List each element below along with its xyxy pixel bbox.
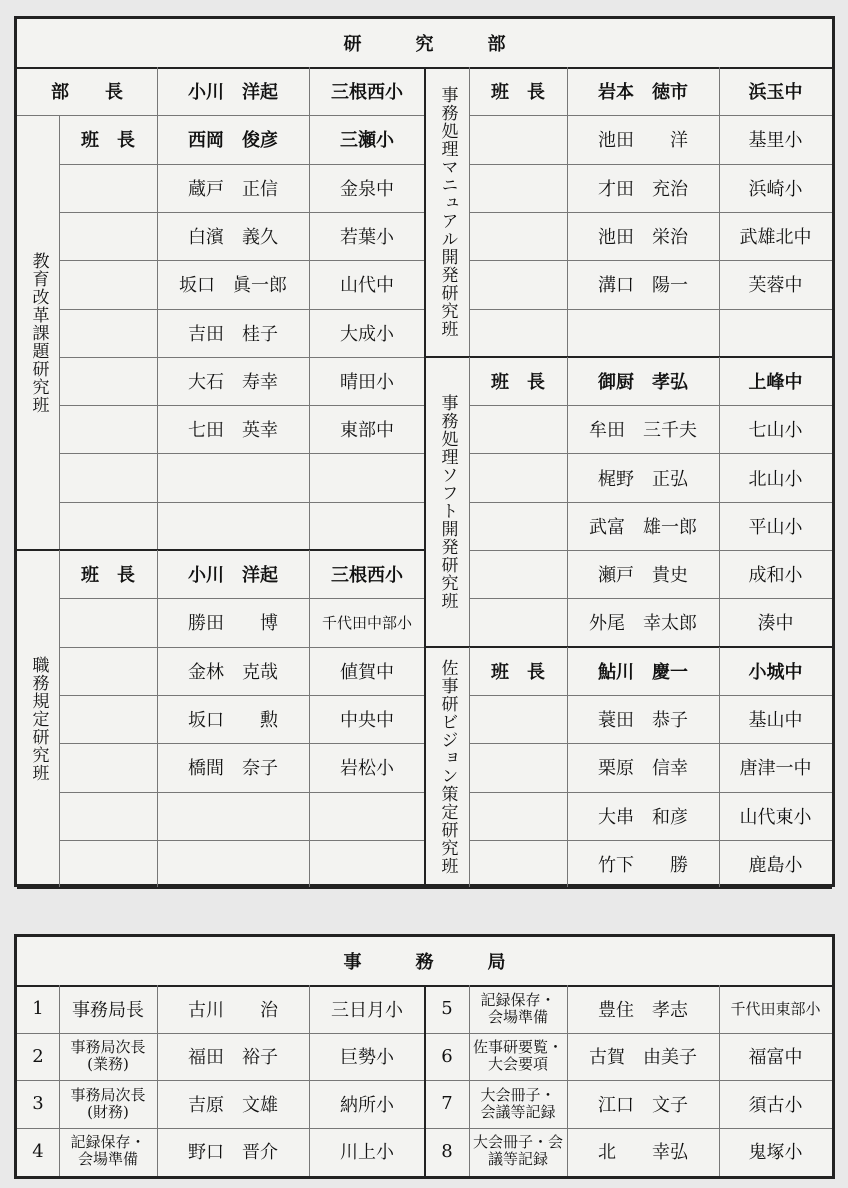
row-name: 白濱 義久 xyxy=(188,227,278,249)
sec-name: 古川 治 xyxy=(188,999,278,1021)
sec-no: 6 xyxy=(441,1045,453,1067)
row-name: 蓑田 恭子 xyxy=(598,710,688,732)
sec-school: 巨勢小 xyxy=(340,1047,394,1069)
row-school xyxy=(309,453,425,501)
row-school: 三根西小 xyxy=(331,565,403,587)
sec-no: 3 xyxy=(32,1093,44,1115)
row-role xyxy=(59,792,157,840)
row-role: 班 長 xyxy=(81,565,135,587)
grid-line xyxy=(469,598,832,599)
grid-line xyxy=(469,840,832,841)
row-name: 池田 栄治 xyxy=(598,227,688,249)
grid-line xyxy=(59,502,425,503)
grid-line xyxy=(59,260,425,261)
row-name: 竹下 勝 xyxy=(598,854,688,876)
row-name: 坂口 眞一郎 xyxy=(179,275,287,297)
grid-line xyxy=(567,357,568,647)
row-name: 御厨 孝弘 xyxy=(598,371,688,393)
row-school xyxy=(309,502,425,550)
grid-line xyxy=(309,115,310,550)
row-school: 北山小 xyxy=(748,468,803,490)
row-role xyxy=(59,164,157,212)
row-name: 才田 充治 xyxy=(598,178,688,200)
row-name: 池田 洋 xyxy=(598,130,688,152)
grid-line xyxy=(59,840,425,841)
row-school: 鹿島小 xyxy=(748,854,803,876)
grid-line xyxy=(59,598,425,599)
grid-line xyxy=(424,67,426,884)
row-school: 値賀中 xyxy=(340,661,394,683)
grid-line xyxy=(425,1033,832,1034)
row-role xyxy=(469,550,567,598)
sec-no: 2 xyxy=(32,1045,44,1067)
grid-line xyxy=(157,115,158,550)
grid-line xyxy=(59,309,425,310)
row-role xyxy=(469,309,567,357)
sec-role: 記録保存・ 会場準備 xyxy=(480,990,556,1026)
row-school xyxy=(309,840,425,888)
grid-line xyxy=(17,1033,425,1034)
row-name: 栗原 信幸 xyxy=(598,758,688,780)
sec-role: 事務局次長 (財務) xyxy=(70,1085,146,1121)
row-school: 小城中 xyxy=(748,661,803,683)
row-school: 湊中 xyxy=(757,613,794,635)
row-school: 若葉小 xyxy=(340,227,394,249)
row-role: 班 長 xyxy=(81,130,135,152)
grid-line xyxy=(719,357,720,647)
sec-name: 吉原 文雄 xyxy=(188,1094,278,1116)
sec-role: 事務局次長 (業務) xyxy=(70,1038,146,1074)
row-school: 晴田小 xyxy=(340,371,394,393)
sec-name: 北 幸弘 xyxy=(598,1142,688,1164)
row-role xyxy=(59,502,157,550)
grid-line xyxy=(469,743,832,744)
row-name: 大石 寿幸 xyxy=(188,371,278,393)
row-name: 鮎川 慶一 xyxy=(598,661,688,683)
row-name: 七田 英幸 xyxy=(188,420,278,442)
sec-role: 大会冊子・会 議等記録 xyxy=(472,1133,563,1169)
sec-name: 江口 文子 xyxy=(598,1094,688,1116)
grid-line xyxy=(469,357,470,647)
row-name: 大串 和彦 xyxy=(598,806,688,828)
row-role xyxy=(469,164,567,212)
head-role: 部 長 xyxy=(51,82,123,104)
group_b-label: 職務規定研究班 xyxy=(28,656,49,783)
grid-line xyxy=(469,212,832,213)
grid-line xyxy=(59,164,425,165)
grid-line xyxy=(719,67,720,357)
row-name: 小川 洋起 xyxy=(188,565,278,587)
row-role xyxy=(469,840,567,888)
row-role xyxy=(59,840,157,888)
row-name: 蔵戸 正信 xyxy=(188,178,278,200)
row-school: 芙蓉中 xyxy=(748,275,803,297)
row-school: 中央中 xyxy=(340,710,394,732)
grid-line xyxy=(59,985,60,1176)
sec-no: 7 xyxy=(441,1093,453,1115)
row-role xyxy=(469,743,567,791)
row-school: 東部中 xyxy=(340,420,394,442)
group_e-label: 佐事研ビジョン策定研究班 xyxy=(437,659,458,876)
grid-line xyxy=(424,985,426,1176)
row-role xyxy=(59,405,157,453)
row-name: 西岡 俊彦 xyxy=(188,130,278,152)
grid-line xyxy=(567,67,568,357)
grid-line xyxy=(309,985,310,1176)
sec-school: 福富中 xyxy=(748,1047,803,1069)
row-name: 外尾 幸太郎 xyxy=(589,613,697,635)
grid-line xyxy=(59,647,425,648)
grid-line xyxy=(309,67,310,115)
sec-school: 三日月小 xyxy=(331,999,403,1021)
sec-name: 野口 晋介 xyxy=(188,1142,278,1164)
grid-line xyxy=(469,502,832,503)
sec-school: 川上小 xyxy=(340,1142,394,1164)
grid-line xyxy=(59,792,425,793)
grid-line xyxy=(469,309,832,310)
grid-line xyxy=(469,985,470,1176)
grid-line xyxy=(309,550,310,888)
secretariat-title: 事 務 局 xyxy=(343,952,506,973)
row-role: 班 長 xyxy=(491,82,545,104)
grid-line xyxy=(59,695,425,696)
sec-role: 大会冊子・ 会議等記録 xyxy=(480,1085,556,1121)
row-school: 三瀬小 xyxy=(340,130,394,152)
sec-no: 1 xyxy=(32,998,44,1020)
sec-school: 鬼塚小 xyxy=(748,1142,803,1164)
row-school: 基山中 xyxy=(748,710,803,732)
research-table xyxy=(14,16,835,887)
row-name: 武富 雄一郎 xyxy=(589,516,697,538)
row-school: 浜崎小 xyxy=(748,178,803,200)
grid-line xyxy=(59,115,60,550)
row-school: 大成小 xyxy=(340,323,394,345)
head-school: 三根西小 xyxy=(331,82,403,104)
grid-line xyxy=(59,357,425,358)
row-role xyxy=(469,115,567,163)
sec-school: 千代田東部小 xyxy=(730,1000,821,1019)
row-role xyxy=(59,260,157,308)
row-name: 勝田 博 xyxy=(188,613,278,635)
grid-line xyxy=(567,985,568,1176)
row-role xyxy=(59,647,157,695)
row-role xyxy=(469,598,567,646)
row-role: 班 長 xyxy=(491,661,545,683)
group_c-label: 事務処理マニュアル開発研究班 xyxy=(437,85,458,338)
row-role xyxy=(469,212,567,260)
sec-role: 事務局長 xyxy=(72,999,144,1021)
row-role xyxy=(469,695,567,743)
sec-role: 記録保存・ 会場準備 xyxy=(70,1133,146,1169)
row-role xyxy=(59,212,157,260)
row-name xyxy=(157,502,309,550)
row-school: 七山小 xyxy=(748,420,803,442)
row-school: 山代東小 xyxy=(739,806,812,828)
row-role xyxy=(59,598,157,646)
row-role xyxy=(469,453,567,501)
row-role xyxy=(469,792,567,840)
row-name: 金林 克哉 xyxy=(188,661,278,683)
row-name xyxy=(157,453,309,501)
row-name: 吉田 桂子 xyxy=(188,323,278,345)
research-title: 研 究 部 xyxy=(343,34,506,55)
row-role xyxy=(59,357,157,405)
grid-line xyxy=(157,67,158,115)
grid-line xyxy=(469,67,470,357)
row-name xyxy=(157,840,309,888)
grid-line xyxy=(59,453,425,454)
row-role xyxy=(469,405,567,453)
grid-line xyxy=(469,695,832,696)
grid-line xyxy=(567,647,568,889)
grid-line xyxy=(425,1080,832,1081)
row-name: 坂口 勲 xyxy=(188,710,278,732)
grid-line xyxy=(469,792,832,793)
head-name: 小川 洋起 xyxy=(188,82,278,104)
sec-no: 8 xyxy=(441,1140,453,1162)
row-school xyxy=(719,309,832,357)
row-name: 牟田 三千夫 xyxy=(589,420,697,442)
grid-line xyxy=(59,550,60,888)
row-school: 基里小 xyxy=(748,130,803,152)
sec-name: 古賀 由美子 xyxy=(589,1047,697,1069)
row-school: 岩松小 xyxy=(340,758,394,780)
row-name xyxy=(157,792,309,840)
row-role: 班 長 xyxy=(491,371,545,393)
grid-line xyxy=(469,647,470,889)
row-school: 成和小 xyxy=(748,565,803,587)
row-school: 千代田中部小 xyxy=(321,613,412,632)
row-role xyxy=(59,743,157,791)
row-school: 平山小 xyxy=(748,516,803,538)
row-role xyxy=(59,453,157,501)
group_d-label: 事務処理ソフト開発研究班 xyxy=(437,393,458,610)
row-role xyxy=(469,260,567,308)
grid-line xyxy=(469,115,832,116)
grid-line xyxy=(425,1128,832,1129)
sec-name: 福田 裕子 xyxy=(188,1047,278,1069)
grid-line xyxy=(425,887,832,889)
grid-line xyxy=(157,550,158,888)
row-name: 瀬戸 貴史 xyxy=(598,565,688,587)
sec-name: 豊住 孝志 xyxy=(598,999,688,1021)
grid-line xyxy=(17,887,425,889)
row-name: 橋間 奈子 xyxy=(188,758,278,780)
sec-school: 須古小 xyxy=(748,1094,803,1116)
row-role xyxy=(59,309,157,357)
grid-line xyxy=(157,985,158,1176)
grid-line xyxy=(17,1128,425,1129)
sec-no: 5 xyxy=(441,998,453,1020)
grid-line xyxy=(469,260,832,261)
sec-school: 納所小 xyxy=(340,1094,394,1116)
row-role xyxy=(469,502,567,550)
grid-line xyxy=(719,647,720,889)
group_a-label: 教育改革課題研究班 xyxy=(28,251,49,414)
row-name xyxy=(567,309,719,357)
row-school xyxy=(309,792,425,840)
row-school: 唐津一中 xyxy=(739,758,812,780)
row-school: 山代中 xyxy=(340,275,394,297)
row-role xyxy=(59,695,157,743)
grid-line xyxy=(59,743,425,744)
secretariat-table xyxy=(14,934,835,1179)
row-name: 溝口 陽一 xyxy=(598,275,688,297)
grid-line xyxy=(719,985,720,1176)
row-school: 上峰中 xyxy=(748,371,803,393)
grid-line xyxy=(17,1080,425,1081)
sec-no: 4 xyxy=(32,1140,44,1162)
row-school: 金泉中 xyxy=(340,178,394,200)
grid-line xyxy=(469,164,832,165)
grid-line xyxy=(469,550,832,551)
grid-line xyxy=(59,405,425,406)
row-school: 武雄北中 xyxy=(739,227,812,249)
grid-line xyxy=(469,405,832,406)
sec-role: 佐事研要覧・ 大会要項 xyxy=(472,1038,563,1074)
grid-line xyxy=(59,212,425,213)
grid-line xyxy=(469,453,832,454)
row-name: 岩本 徳市 xyxy=(598,82,688,104)
row-name: 梶野 正弘 xyxy=(598,468,688,490)
row-school: 浜玉中 xyxy=(748,82,803,104)
